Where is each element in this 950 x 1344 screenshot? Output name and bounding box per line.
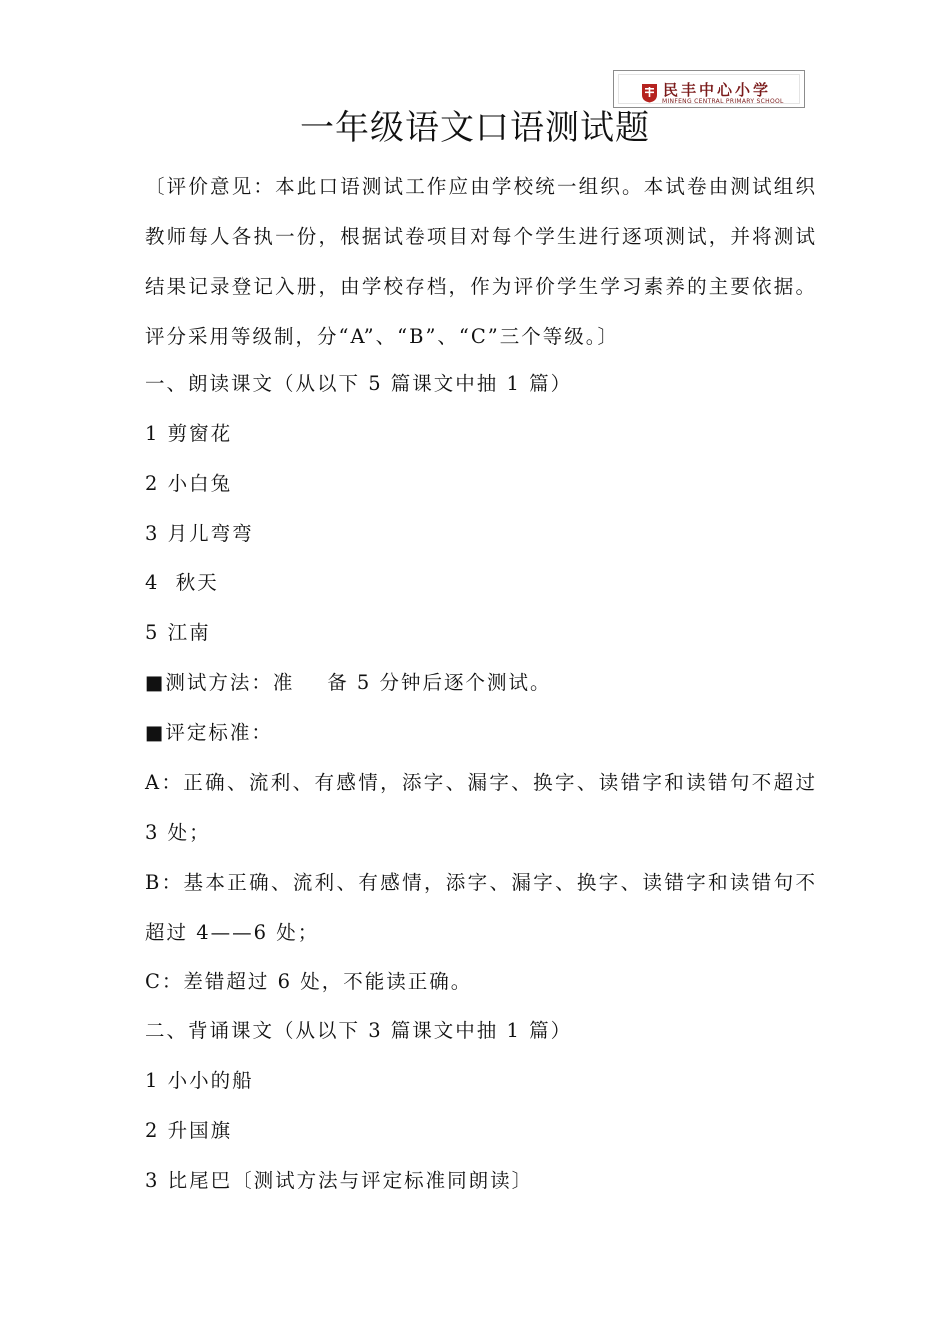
- document-title: 一年级语文口语测试题: [300, 108, 650, 148]
- reading-item: 5 江南: [145, 621, 211, 644]
- logo-school-name-en: MINFENG CENTRAL PRIMARY SCHOOL: [662, 98, 784, 105]
- grade-c-criteria: C：差错超过 6 处，不能读正确。: [145, 970, 473, 993]
- reading-item: 3 月儿弯弯: [145, 522, 254, 545]
- criteria-heading: ■评定标准：: [145, 721, 273, 744]
- grade-a-criteria: A：正确、流利、有感情，添字、漏字、换字、读错字和读错句不超过 3 处；: [145, 771, 826, 844]
- recitation-item: 2 升国旗: [145, 1119, 233, 1142]
- reading-item: 2 小白兔: [145, 472, 233, 495]
- evaluation-note: 〔评价意见：本此口语测试工作应由学校统一组织。本试卷由测试组织教师每人各执一份，根据试卷项目对每个学生进行逐项测试，并将测试结果记录登记入册，由学校存档，作为评价学生学习素养的主要依据。评分采用等级制，分“A”、“B”、“C”三个等级。〕: [145, 175, 817, 348]
- test-method: ■测试方法：准 备 5 分钟后逐个测试。: [145, 671, 552, 694]
- section1-heading: 一、朗读课文（从以下 5 篇课文中抽 1 篇）: [145, 372, 573, 395]
- grade-b-criteria: B：基本正确、流利、有感情，添字、漏字、换字、读错字和读错句不超过 4——6 处；: [145, 871, 817, 944]
- recitation-item: 3 比尾巴〔测试方法与评定标准同朗读〕: [145, 1169, 534, 1192]
- reading-item: 1 剪窗花: [145, 422, 233, 445]
- recitation-item: 1 小小的船: [145, 1069, 254, 1092]
- reading-item: 4 秋天: [145, 571, 219, 594]
- logo-school-name-cn: 民丰中心小学: [663, 81, 772, 99]
- section2-heading: 二、背诵课文（从以下 3 篇课文中抽 1 篇）: [145, 1019, 573, 1042]
